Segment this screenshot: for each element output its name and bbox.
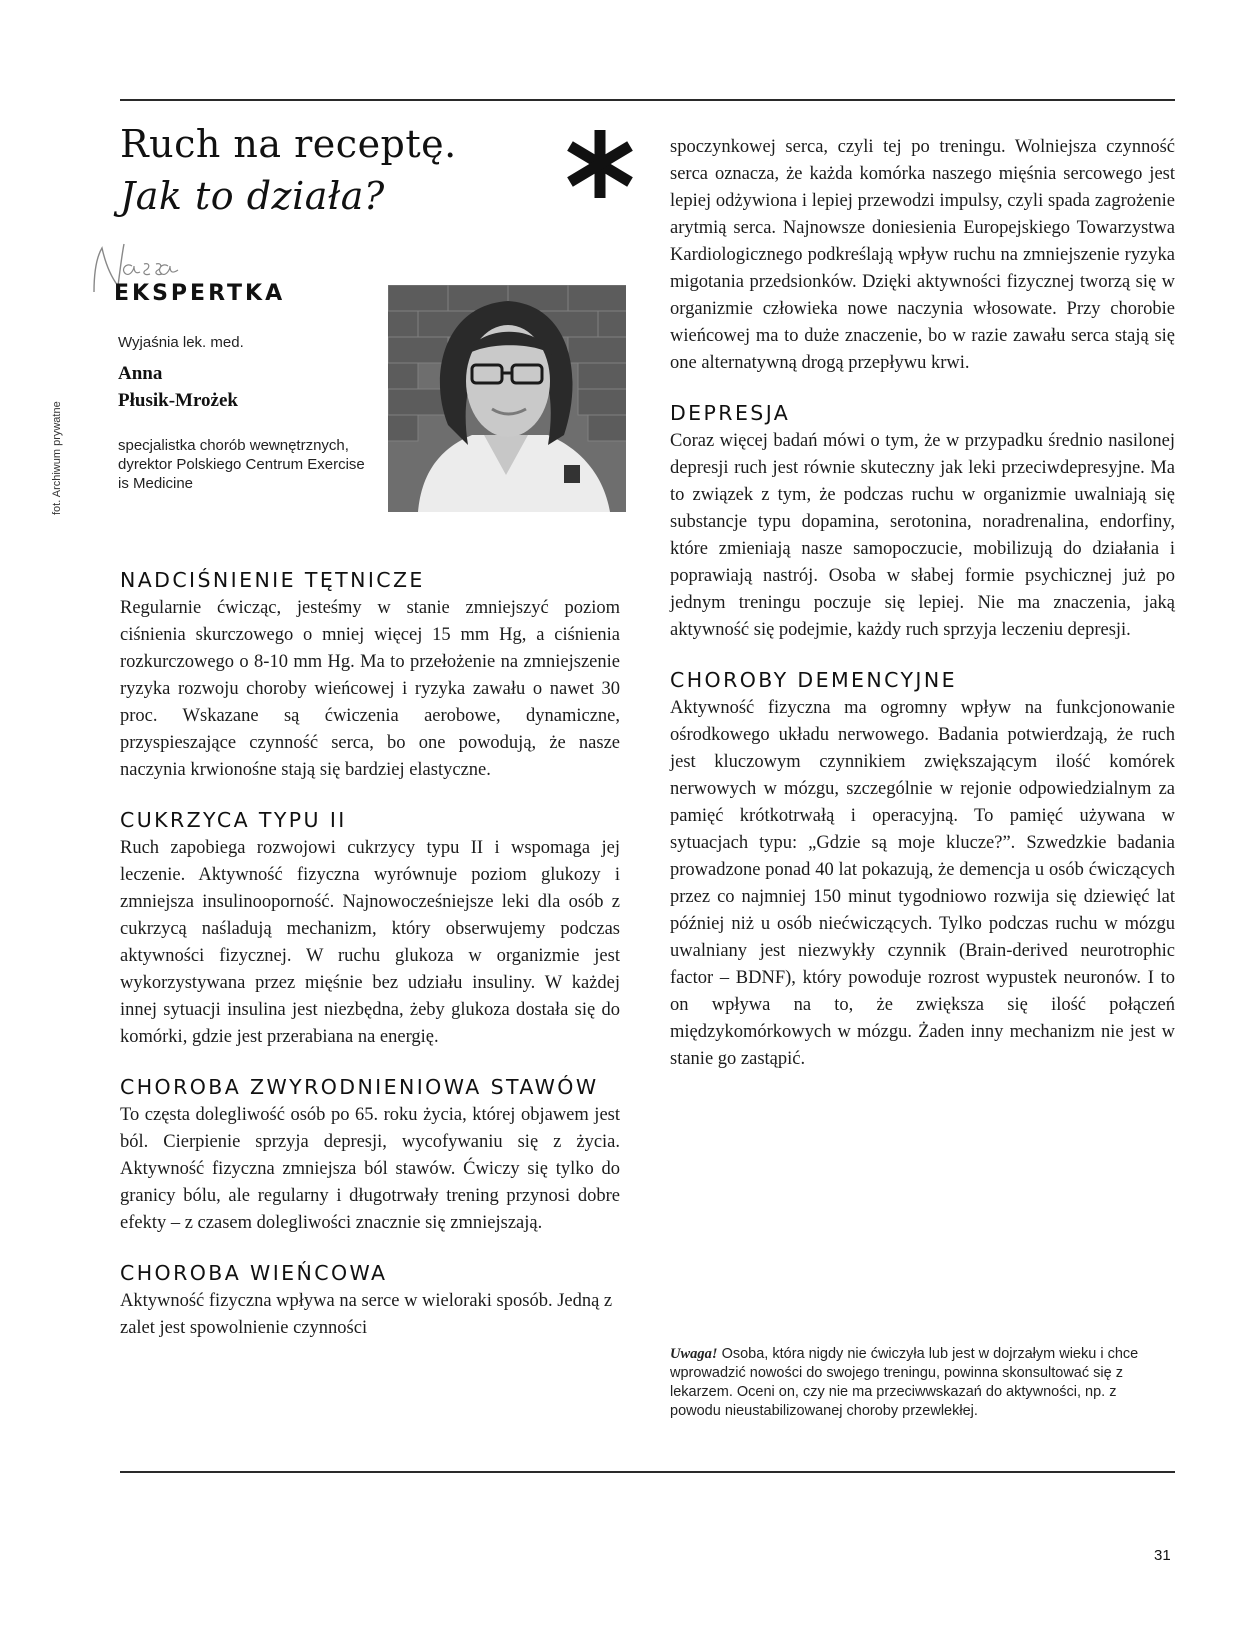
section-heading: DEPRESJA [670, 401, 791, 425]
expert-info [118, 334, 378, 493]
section-heading: CUKRZYCA TYPU II [120, 808, 347, 832]
section-heading: NADCIŚNIENIE TĘTNICZE [120, 568, 425, 592]
section-text: Aktywność fizyczna wpływa na serce w wieloraki sposób. Jedną z zalet jest spowolnienie czynności [120, 1291, 613, 1338]
expert-name [118, 360, 378, 414]
top-rule [120, 99, 1175, 101]
section-text: Regularnie ćwicząc, jesteśmy w stanie zmniejszyć poziom ciśnienia skurczowego o mniej więcej 15 mm Hg, a ciśnienia rozkurczowego o 8-10 mm Hg. Ma to przełożenie na zmniejszenie ryzyka rozwoju choroby wieńcowej i ryzyka zawału o nawet 30 proc. Wskazane są ćwiczenia aerobowe, dynamiczne, przyspieszające czynność serca, bo one powodują, że nasze naczynia krwionośne stają się bardziej elastyczne. [120, 598, 620, 780]
title-line-2: Jak to działa? [120, 174, 385, 218]
expert-name-line-2: Płusik-Mrożek [118, 390, 238, 411]
section-dementia [670, 666, 1175, 1073]
right-column [670, 134, 1175, 1095]
warning-text: Osoba, która nigdy nie ćwiczyła lub jest w dojrzałym wieku i chce wprowadzić nowości do swojego treningu, powinna skonsultować się z lekarzem. Oceni on, czy nie ma przeciwwskazań do aktywności, np. z powodu nieustabilizowanej choroby przewlekłej. [670, 1346, 1139, 1419]
section-text: spoczynkowej serca, czyli tej po treningu. Wolniejsza czynność serca oznacza, że każda komórka naszego mięśnia sercowego jest lepiej odżywiona i lepiej przewodzi impulsy, czyli spada zagrożenie arytmią serca. Najnowsze doniesienia Europejskiego Towarzystwa Kardiologicznego podkreślają wpływ ruchu na zmniejszenie ryzyka migotania przedsionków. Dzięki aktywności fizycznej tworzą się w organizmie człowieka nowe naczynia włosowate. Przy chorobie wieńcowej ma to duże znaczenie, bo w razie zawału serca stają się one alternatywną drogą przepływu krwi. [670, 137, 1175, 373]
expert-description: specjalistka chorób wewnętrznych, dyrektor Polskiego Centrum Exercise is Medicine [118, 437, 365, 492]
section-depression [670, 399, 1175, 644]
bottom-rule [120, 1471, 1175, 1473]
section-text: Coraz więcej badań mówi o tym, że w przypadku średnio nasilonej depresji ruch jest równie skuteczny jak leki przeciwdepresyjne. Ma to związek z tym, że podczas ruchu w organizmie uwalniają się substancje typu dopamina, serotonina, noradrenalina, endorfiny, które zmieniają nasze samopoczucie, mobilizują do działania i poprawiają nastrój. Osoba w słabej formie psychicznej już po jednym treningu poczuje się lepiej. Nie ma znaczenia, jaką aktywność się podejmie, każdy ruch sprzyja leczeniu depresji. [670, 431, 1175, 640]
section-heading: CHOROBA WIEŃCOWA [120, 1261, 388, 1285]
page-number: 31 [1154, 1547, 1171, 1564]
expert-name-line-1: Anna [118, 363, 163, 384]
warning-label: Uwaga! [670, 1346, 718, 1362]
title-line-1: Ruch na receptę. [120, 122, 457, 166]
section-heading: CHOROBY DEMENCYJNE [670, 668, 957, 692]
article-title [120, 118, 560, 222]
expert-photo [388, 285, 626, 512]
expert-tag: EKSPERTKA [114, 281, 286, 306]
section-heading: CHOROBA ZWYRODNIENIOWA STAWÓW [120, 1075, 599, 1099]
section-hypertension [120, 566, 620, 784]
section-text: To częsta dolegliwość osób po 65. roku życia, której objawem jest ból. Cierpienie sprzyja depresji, wycofywaniu się z życia. Aktywność fizyczna zmniejsza ból stawów. Ćwiczy się tylko do granicy bólu, ale regularny i długotrwały trening przynosi dobre efekty – z czasem dolegliwości znacznie się zmniejszają. [120, 1105, 620, 1233]
section-coronary [120, 1259, 620, 1342]
section-text: Ruch zapobiega rozwojowi cukrzycy typu II i wspomaga jej leczenie. Aktywność fizyczna wyrównuje poziom glukozy i zmniejsza insulinooporność. Najnowocześniejsze leki dla osób z cukrzycą naśladują mechanizm, który obserwujemy podczas aktywności fizycznej. W ruchu glukoza w organizmie jest wykorzystywana przez mięśnie bez udziału insuliny. W każdej innej sytuacji insulina jest niezbędna, żeby glukoza dostała się do komórki, gdzie jest przerabiana na energię. [120, 838, 620, 1047]
photo-credit: fot. Archiwum prywatne [51, 401, 63, 515]
section-text: Aktywność fizyczna ma ogromny wpływ na funkcjonowanie ośrodkowego układu nerwowego. Badania potwierdzają, że ruch jest kluczowym czynnikiem zwiększającym ilość komórek nerwowych w mózgu, szczególnie w rejonie odpowiedzialnym za pamięć krótkotrwałą i operacyjną. To pamięć używana w sytuacjach typu: „Gdzie są moje klucze?”. Szwedzkie badania prowadzone ponad 40 lat pokazują, że demencja u osób ćwiczących przez co najmniej 150 minut tygodniowo rozwija się dziewięć lat później niż u osób niećwiczących. Tylko podczas ruchu w mózgu uwalniany jest niezwykły czynnik (Brain-derived neurotrophic factor – BDNF), który powoduje rozrost wypustek neuronów. I to on wpływa na to, że zwiększa się ilość połączeń międzykomórkowych w mózgu. Żaden inny mechanizm nie jest w stanie go zastąpić. [670, 698, 1175, 1069]
warning-note [670, 1345, 1170, 1421]
asterisk-icon [560, 124, 640, 204]
section-diabetes [120, 806, 620, 1051]
expert-intro: Wyjaśnia lek. med. [118, 334, 244, 351]
section-coronary-continued [670, 134, 1175, 377]
section-osteoarthritis [120, 1073, 620, 1237]
left-column [120, 566, 620, 1364]
